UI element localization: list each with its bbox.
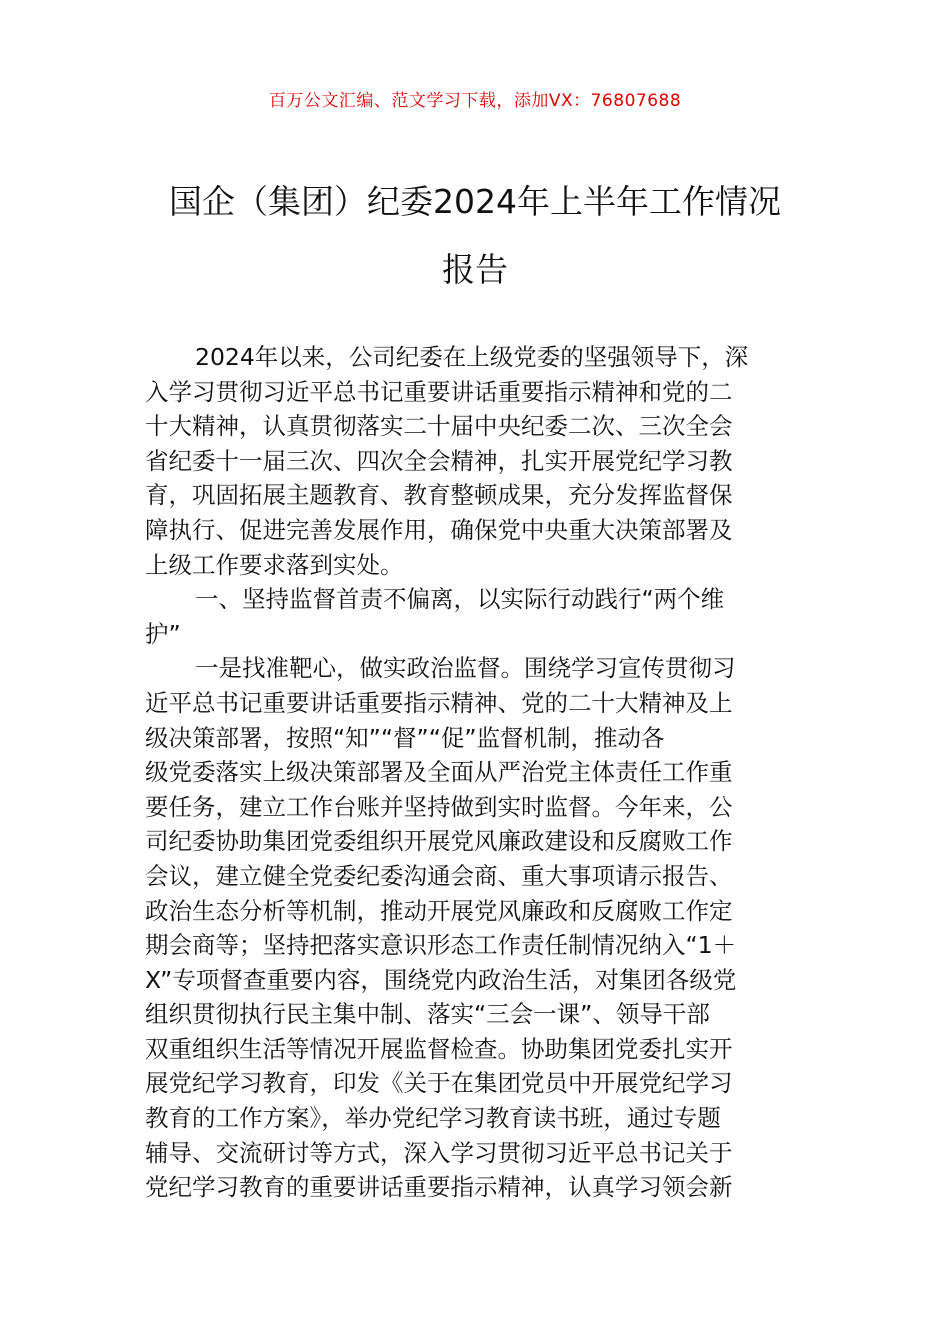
body-line: 省纪委十一届三次、四次全会精神，扎实开展党纪学习教 <box>145 446 733 475</box>
body-text <box>145 340 810 1205</box>
body-line: 近平总书记重要讲话重要指示精神、党的二十大精神及上 <box>145 688 733 717</box>
document-title-line-1: 国企（集团）纪委2024年上半年工作情况 <box>169 182 781 221</box>
body-line: 展党纪学习教育，印发《关于在集团党员中开展党纪学习 <box>145 1069 733 1098</box>
body-line: 入学习贯彻习近平总书记重要讲话重要指示精神和党的二 <box>145 377 733 406</box>
body-line: 政治生态分析等机制，推动开展党风廉政和反腐败工作定 <box>145 896 733 925</box>
document-title-line-2: 报告 <box>442 250 508 289</box>
body-line: 组织贯彻执行民主集中制、落实“三会一课”、领导干部 <box>145 1000 710 1029</box>
body-line: 双重组织生活等情况开展监督检查。协助集团党委扎实开 <box>145 1034 733 1063</box>
body-line: 党纪学习教育的重要讲话重要指示精神，认真学习领会新 <box>145 1173 733 1202</box>
body-line: 教育的工作方案》，举办党纪学习教育读书班，通过专题 <box>145 1104 721 1133</box>
section-heading-line: 护” <box>145 619 181 648</box>
body-line: 辅导、交流研讨等方式，深入学习贯彻习近平总书记关于 <box>145 1138 733 1167</box>
body-line: 育，巩固拓展主题教育、教育整顿成果，充分发挥监督保 <box>145 481 733 510</box>
body-line: 期会商等；坚持把落实意识形态工作责任制情况纳入“1＋ <box>145 931 737 960</box>
body-line: 十大精神，认真贯彻落实二十届中央纪委二次、三次全会 <box>145 412 733 441</box>
body-line: 要任务，建立工作台账并坚持做到实时监督。今年来，公 <box>145 792 733 821</box>
body-line: 一是找准靶心，做实政治监督。围绕学习宣传贯彻习 <box>195 654 736 683</box>
body-line: 级决策部署，按照“知”“督”“促”监督机制，推动各 <box>145 723 665 752</box>
body-line: X”专项督查重要内容，围绕党内政治生活，对集团各级党 <box>145 965 737 994</box>
body-line: 会议，建立健全党委纪委沟通会商、重大事项请示报告、 <box>145 861 733 890</box>
body-line: 障执行、促进完善发展作用，确保党中央重大决策部署及 <box>145 515 733 544</box>
body-line: 2024年以来，公司纪委在上级党委的坚强领导下，深 <box>195 343 749 371</box>
body-line: 级党委落实上级决策部署及全面从严治党主体责任工作重 <box>145 758 733 787</box>
header-note: 百万公文汇编、范文学习下载，添加VX：76807688 <box>268 91 682 111</box>
body-line: 上级工作要求落到实处。 <box>145 550 404 579</box>
body-line: 司纪委协助集团党委组织开展党风廉政建设和反腐败工作 <box>145 827 733 856</box>
section-heading-line: 一、坚持监督首责不偏离，以实际行动践行“两个维 <box>195 585 725 614</box>
